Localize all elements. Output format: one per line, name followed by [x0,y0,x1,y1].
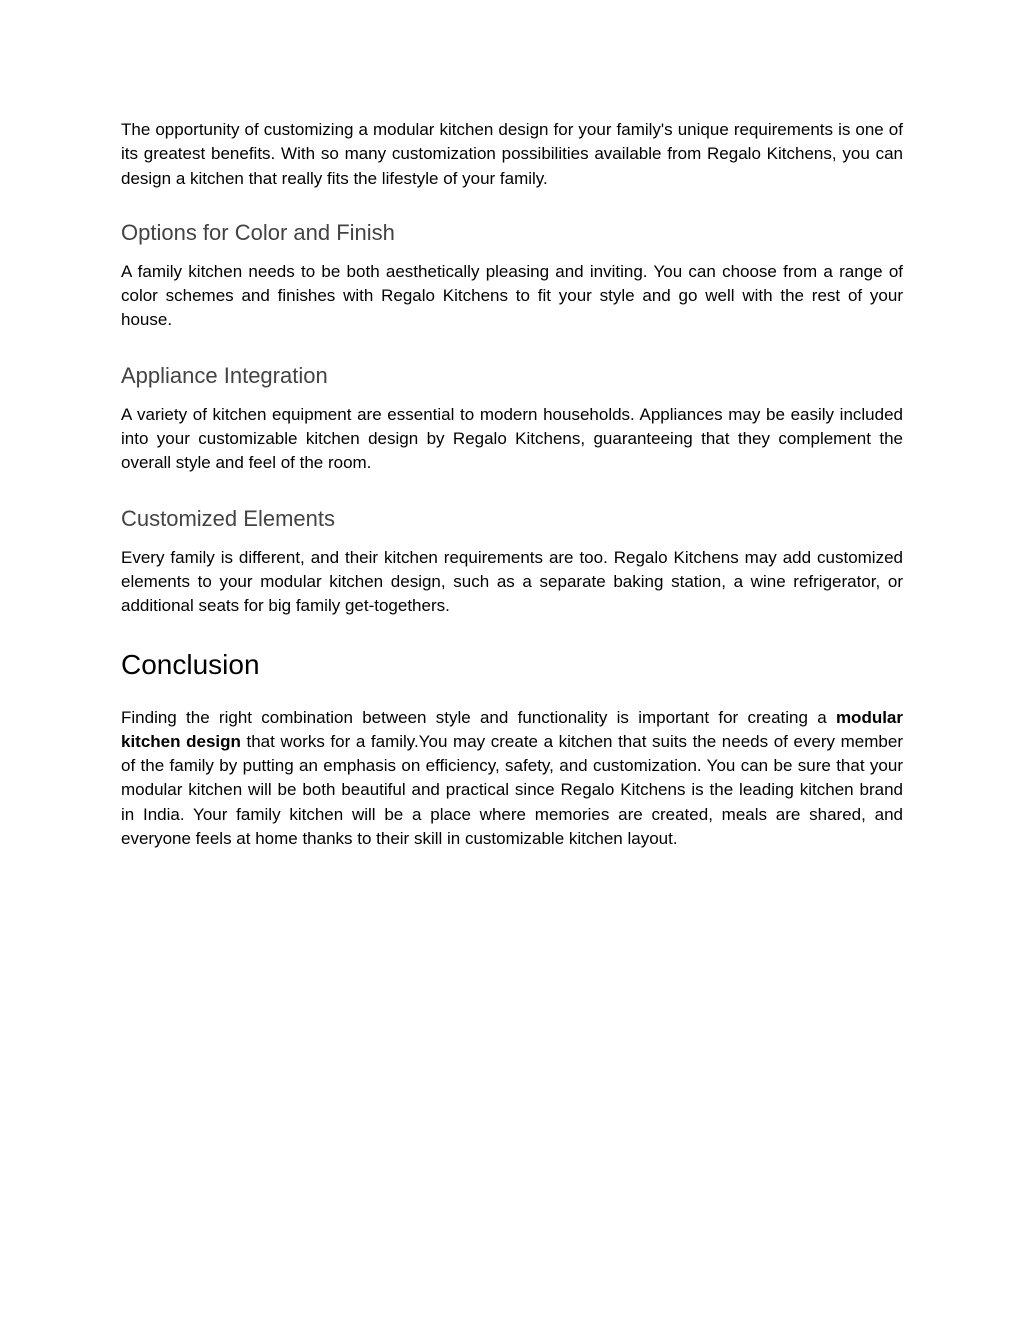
document-page [121,118,903,851]
section-heading-color-finish: Options for Color and Finish [121,219,395,245]
conclusion-bold-keyword: modular kitchen design [121,707,903,751]
section-heading-appliance-integration: Appliance Integration [121,362,328,388]
conclusion-paragraph [121,706,903,852]
section-body-customized-elements: Every family is different, and their kitchen requirements are too. Regalo Kitchens may add customized elements to your modular kitchen design, such as a separate baking station, a wine refrigerator, or additional seats for big family get-togethers. [121,547,903,616]
section-heading-customized-elements: Customized Elements [121,505,335,531]
conclusion-heading: Conclusion [121,648,260,680]
section-body-appliance-integration: A variety of kitchen equipment are essential to modern households. Appliances may be easily included into your customizable kitchen design by Regalo Kitchens, guaranteeing that they complement the overall style and feel of the room. [121,404,903,473]
section-body-color-finish: A family kitchen needs to be both aesthetically pleasing and inviting. You can choose from a range of color schemes and finishes with Regalo Kitchens to fit your style and go well with the rest of your house. [121,261,903,330]
intro-paragraph: The opportunity of customizing a modular kitchen design for your family's unique requirements is one of its greatest benefits. With so many customization possibilities available from Regalo Kitchens, you can design a kitchen that really fits the lifestyle of your family. [121,120,903,188]
conclusion-text-after: that works for a family.You may create a kitchen that suits the needs of every member of the family by putting an emphasis on efficiency, safety, and customization. You can be sure that your modular kitchen will be both beautiful and practical since Regalo Kitchens is the leading kitchen brand in India. Your family kitchen will be a place where memories are created, meals are shared, and everyone feels at home thanks to their skill in customizable kitchen layout. [121,731,903,849]
conclusion-text-before: Finding the right combination between style and functionality is important for creating a [121,707,836,727]
